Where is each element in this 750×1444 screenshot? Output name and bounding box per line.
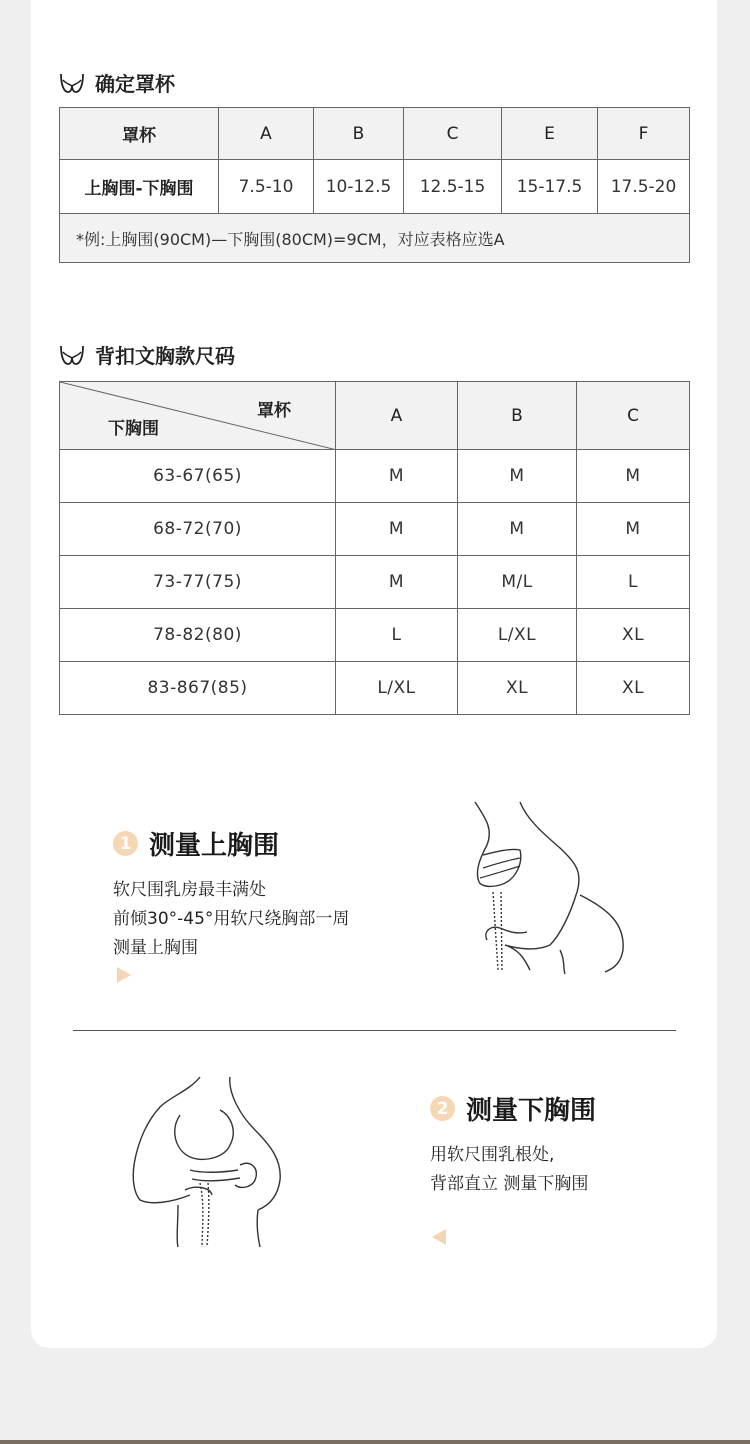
- size-cell: L/XL: [336, 662, 458, 715]
- table-row: [60, 160, 690, 214]
- size-cell: XL: [577, 609, 690, 662]
- size-section-title-text: 背扣文胸款尺码: [95, 344, 235, 368]
- band-cell: 63-67(65): [60, 450, 336, 503]
- size-cell: M/L: [458, 556, 577, 609]
- measure-upper-bust-illustration: [465, 800, 635, 975]
- cup-header-b: B: [314, 108, 404, 160]
- cup-header-c: C: [404, 108, 502, 160]
- size-table-header: [60, 382, 690, 450]
- size-cell: M: [458, 503, 577, 556]
- step1-line: 前倾30°-45°用软尺绕胸部一周: [113, 909, 350, 929]
- step-divider: [73, 1030, 676, 1031]
- diagonal-line: [60, 382, 337, 450]
- step2-line: 背部直立 测量下胸围: [430, 1174, 589, 1194]
- cup-value-a: 7.5-10: [219, 160, 314, 214]
- triangle-left-icon[interactable]: [432, 1229, 446, 1245]
- corner-bottom-label: 下胸围: [108, 419, 159, 439]
- step2-title: 测量下胸围: [466, 1096, 597, 1126]
- size-header-c: C: [577, 382, 690, 450]
- bra-icon: [59, 71, 85, 95]
- band-cell: 78-82(80): [60, 609, 336, 662]
- cup-value-b: 10-12.5: [314, 160, 404, 214]
- step1-line: 软尺围乳房最丰满处: [113, 880, 266, 900]
- size-header-a: A: [336, 382, 458, 450]
- band-cell: 68-72(70): [60, 503, 336, 556]
- cup-header-a: A: [219, 108, 314, 160]
- step1-number-badge: 1: [113, 831, 138, 856]
- cup-value-f: 17.5-20: [598, 160, 690, 214]
- triangle-right-icon[interactable]: [117, 967, 131, 983]
- size-cell: M: [336, 556, 458, 609]
- size-cell: M: [577, 450, 690, 503]
- step1-description: [113, 876, 349, 963]
- step1-block: [113, 825, 349, 963]
- cup-row-label: 上胸围-下胸围: [60, 160, 219, 214]
- cup-value-e: 15-17.5: [502, 160, 598, 214]
- step2-block: [430, 1090, 596, 1199]
- step2-line: 用软尺围乳根处,: [430, 1145, 555, 1165]
- cup-table: [59, 107, 690, 263]
- size-cell: M: [577, 503, 690, 556]
- cup-note: *例:上胸围(90CM)—下胸围(80CM)=9CM，对应表格应选A: [60, 214, 690, 263]
- cup-note-row: [60, 214, 690, 263]
- step1-line: 测量上胸围: [113, 938, 198, 958]
- size-cell: M: [458, 450, 577, 503]
- cup-header-e: E: [502, 108, 598, 160]
- cup-value-c: 12.5-15: [404, 160, 502, 214]
- table-row: [60, 662, 690, 715]
- cup-section-title: [59, 68, 175, 97]
- size-table: [59, 381, 690, 715]
- band-cell: 73-77(75): [60, 556, 336, 609]
- step1-heading: [113, 825, 349, 862]
- size-cell: M: [336, 503, 458, 556]
- band-cell: 83-867(85): [60, 662, 336, 715]
- step2-description: [430, 1141, 596, 1199]
- bottom-border: [0, 1440, 750, 1444]
- size-corner-cell: [60, 382, 336, 450]
- corner-top-label: 罩杯: [257, 401, 291, 421]
- measure-under-bust-illustration: [130, 1075, 290, 1250]
- cup-header-label: 罩杯: [60, 108, 219, 160]
- cup-header-f: F: [598, 108, 690, 160]
- size-cell: L/XL: [458, 609, 577, 662]
- size-cell: XL: [458, 662, 577, 715]
- size-header-b: B: [458, 382, 577, 450]
- table-row: [60, 556, 690, 609]
- bra-icon: [59, 343, 85, 367]
- size-cell: M: [336, 450, 458, 503]
- size-cell: L: [336, 609, 458, 662]
- table-row: [60, 609, 690, 662]
- size-cell: XL: [577, 662, 690, 715]
- size-section-title: [59, 340, 235, 369]
- step2-heading: [430, 1090, 596, 1127]
- table-row: [60, 450, 690, 503]
- step2-number-badge: 2: [430, 1096, 455, 1121]
- size-cell: L: [577, 556, 690, 609]
- cup-table-header: [60, 108, 690, 160]
- table-row: [60, 503, 690, 556]
- step1-title: 测量上胸围: [149, 831, 280, 861]
- cup-section-title-text: 确定罩杯: [95, 72, 175, 96]
